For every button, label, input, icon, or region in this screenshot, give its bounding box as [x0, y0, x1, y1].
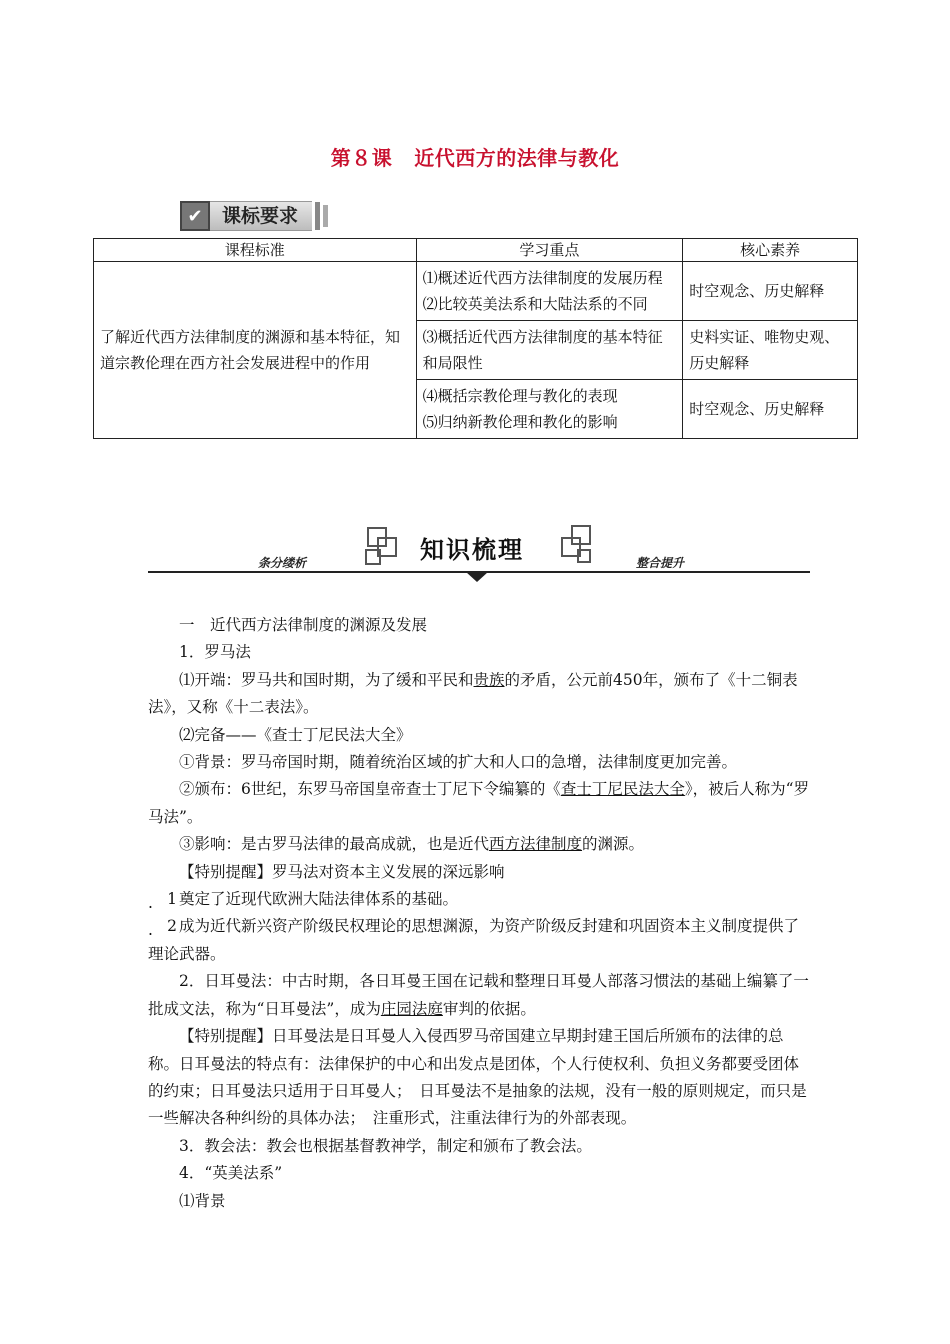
- table-row: [94, 262, 858, 321]
- triangle-marker-icon: [466, 572, 488, 582]
- paragraph: 3．教会法：教会也根据基督教神学，制定和颁布了教会法。: [179, 1136, 592, 1155]
- literacy-cell: 时空观念、历史解释: [683, 380, 858, 439]
- banner-stripe: [323, 205, 328, 227]
- underlined-term: 西方法律制度: [489, 835, 583, 854]
- knowledge-banner: [148, 522, 810, 582]
- list-item: . 1 奠定了近现代欧洲大陆法律体系的基础。: [148, 886, 812, 913]
- knowledge-title: 知识梳理: [420, 536, 524, 564]
- focus-cell: [416, 262, 683, 321]
- paragraph: 2．日耳曼法：中古时期，各日耳曼王国在记载和整理日耳曼人部落习惯法的基础上编纂了一批成文法，称为“日耳曼法”，成为庄园法庭审判的依据。: [148, 972, 809, 1018]
- curriculum-table: [93, 238, 858, 439]
- squares-decor-icon: [558, 524, 602, 570]
- focus-cell: [416, 380, 683, 439]
- lesson-number: 第８课: [330, 146, 393, 170]
- tip-paragraph: 【特别提醒】日耳曼法是日耳曼人入侵西罗马帝国建立早期封建王国后所颁布的法律的总称。日耳曼法的特点有：法律保护的中心和出发点是团体，个人行使权利、负担义务都要受团体的约束；日耳曼法只适用于日耳曼人； 日耳曼法不是抽象的法规，没有一般的原则规定，而只是一些解决各种纠纷的具体办法； 注重形式，注重法律行为的外部表现。: [148, 1027, 807, 1128]
- tip-heading: 【特别提醒】罗马法对资本主义发展的深远影响: [179, 862, 505, 881]
- table-header-row: [94, 239, 858, 262]
- paragraph: ⑴背景: [179, 1191, 226, 1210]
- literacy-cell: 时空观念、历史解释: [683, 262, 858, 321]
- paragraph: ②颁布：6世纪，东罗马帝国皇帝查士丁尼下令编纂的《查士丁尼民法大全》，被后人称为“罗马法”。: [148, 780, 810, 826]
- table-header: 课程标准: [94, 239, 417, 262]
- focus-item: ⑷概括宗教伦理与教化的表现: [422, 387, 618, 405]
- focus-item: ⑴概述近代西方法律制度的发展历程: [422, 269, 663, 287]
- curriculum-banner-label: 课标要求: [210, 201, 312, 231]
- paragraph: ⑵完备——《查士丁尼民法大全》: [179, 725, 412, 744]
- focus-item: ⑶概括近代西方法律制度的基本特征和局限性: [422, 328, 663, 372]
- check-icon: ✔: [180, 201, 210, 231]
- subsection-heading: 4．“英美法系”: [179, 1164, 283, 1183]
- underlined-term: 查士丁尼民法大全: [560, 780, 685, 799]
- section-heading: 一 近代西方法律制度的渊源及发展: [179, 616, 428, 634]
- subsection-heading: 1．罗马法: [179, 643, 251, 662]
- lesson-title: [0, 142, 950, 171]
- banner-subtitle-left: 条分缕析: [258, 556, 307, 570]
- paragraph: ①背景：罗马帝国时期，随着统治区域的扩大和人口的急增，法律制度更加完善。: [179, 753, 738, 772]
- focus-item: ⑸归纳新教伦理和教化的影响: [422, 413, 618, 431]
- literacy-cell: 史料实证、唯物史观、历史解释: [683, 321, 858, 380]
- standard-cell: 了解近代西方法律制度的渊源和基本特征，知道宗教伦理在西方社会发展进程中的作用: [94, 262, 417, 439]
- table-header: 学习重点: [416, 239, 683, 262]
- underlined-term: 庄园法庭: [380, 999, 443, 1018]
- content-body: [148, 612, 812, 1215]
- curriculum-banner: [180, 200, 328, 232]
- table-header: 核心素养: [683, 239, 858, 262]
- focus-cell: [416, 321, 683, 380]
- paragraph: ⑴开端：罗马共和国时期，为了缓和平民和贵族的矛盾，公元前450年，颁布了《十二铜表法》，又称《十二表法》。: [148, 670, 798, 717]
- paragraph: ③影响：是古罗马法律的最高成就，也是近代西方法律制度的渊源。: [179, 835, 645, 854]
- banner-subtitle-right: 整合提升: [636, 556, 685, 570]
- banner-stripe: [315, 202, 320, 230]
- squares-decor-icon: [362, 524, 406, 570]
- focus-item: ⑵比较英美法系和大陆法系的不同: [422, 295, 648, 313]
- lesson-name: 近代西方的法律与教化: [414, 146, 620, 170]
- list-item: . 2 成为近代新兴资产阶级民权理论的思想渊源，为资产阶级反封建和巩固资本主义制度提供了理论武器。: [148, 913, 812, 968]
- underlined-term: 贵族: [473, 670, 505, 689]
